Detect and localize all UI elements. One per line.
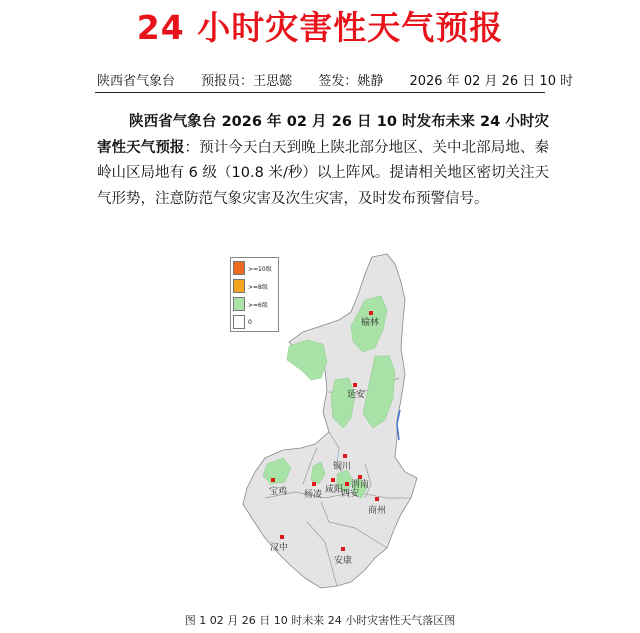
city-label-yanan: 延安 [347,390,366,400]
legend-label: 0 [248,318,252,326]
city-marker [341,547,345,551]
legend-label: >=10级 [248,265,272,273]
city-label-yangling: 杨凌 [304,490,323,500]
page-title: 24 小时灾害性天气预报 [136,8,504,47]
legend-item [233,297,268,311]
city-label-tongchuan: 铜川 [333,462,352,472]
agency-name: 陕西省气象台 [97,74,176,89]
city-label-xian: 西安 [341,489,360,499]
forecast-text: ：预计今天白天到晚上陕北部分地区、关中北部局地、秦岭山区局地有 6 级（10.8 米/秒）以上阵风。提请相关地区密切关注天气形势，注意防范气象灾害及次生灾害，及时发布预警信号。 [97,139,549,207]
city-label-yulin: 榆林 [361,318,380,328]
city-marker [271,478,275,482]
city-label-hanzhong: 汉中 [270,543,289,553]
map-legend [230,257,279,332]
city-marker [343,454,347,458]
city-label-shangzhou: 商州 [368,506,387,516]
legend-item [233,315,252,329]
city-marker [375,497,379,501]
legend-item [233,261,272,275]
city-label-weinan: 渭南 [351,480,370,490]
issue-datetime: 2026 年 02 月 26 日 10 时 [409,74,574,89]
city-label-baoji: 宝鸡 [269,487,288,497]
city-label-xianyang: 咸阳 [325,485,344,495]
forecast-lead: 陕西省气象台 2026 年 02 月 26 日 10 时发布未来 24 小时灾害性天气预报 [97,114,549,156]
divider [95,92,545,93]
legend-swatch [233,297,245,311]
legend-label: >=6级 [248,301,268,309]
meta-line [97,70,595,89]
legend-item [233,279,268,293]
city-label-ankang: 安康 [334,556,353,566]
forecaster: 预报员：王思懿 [201,74,293,89]
issuer: 签发：姚静 [318,74,384,89]
forecast-paragraph [97,110,549,212]
figure-caption: 图 1 02 月 26 日 10 时未来 24 小时灾害性天气落区图 [184,614,456,627]
legend-swatch [233,315,245,329]
legend-swatch [233,279,245,293]
legend-swatch [233,261,245,275]
city-marker [312,482,316,486]
legend-label: >=8级 [248,283,268,291]
city-marker [280,535,284,539]
